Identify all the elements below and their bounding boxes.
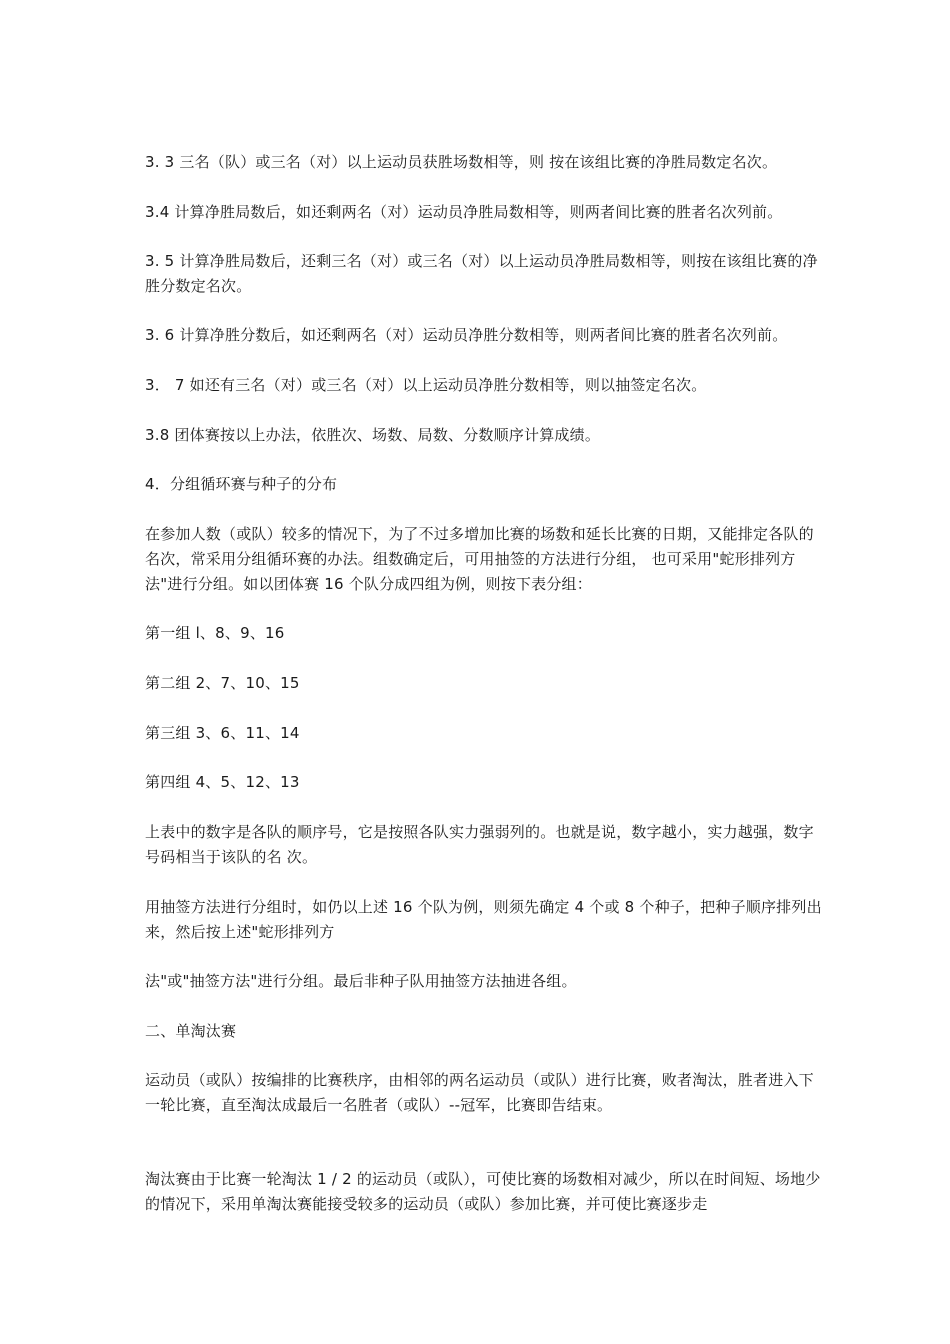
- paragraph-rule-3-3: 3. 3 三名（队）或三名（对）以上运动员获胜场数相等，则 按在该组比赛的净胜局数定名次。: [145, 153, 778, 171]
- group-4-line: 第四组 4、5、12、13: [145, 773, 300, 791]
- section-heading-single-elimination: 二、单淘汰赛: [145, 1022, 237, 1040]
- group-1-line: 第一组 l、8、9、16: [145, 624, 285, 642]
- paragraph-draw-method: 用抽签方法进行分组时，如仍以上述 16 个队为例，则须先确定 4 个或 8 个种子，把种子顺序排列出来，然后按上述"蛇形排列方: [145, 898, 822, 941]
- paragraph-numbering-explanation: 上表中的数字是各队的顺序号，它是按照各队实力强弱列的。也就是说，数字越小，实力越强，数字号码相当于该队的名 次。: [145, 823, 814, 866]
- paragraph-rule-3-7: 3． 7 如还有三名（对）或三名（对）以上运动员净胜分数相等，则以抽签定名次。: [145, 376, 707, 394]
- paragraph-rule-3-8: 3.8 团体赛按以上办法，依胜次、场数、局数、分数顺序计算成绩。: [145, 426, 601, 444]
- paragraph-rule-3-4: 3.4 计算净胜局数后，如还剩两名（对）运动员净胜局数相等，则两者间比赛的胜者名次列前。: [145, 203, 783, 221]
- paragraph-elimination-rules: 运动员（或队）按编排的比赛秩序，由相邻的两名运动员（或队）进行比赛，败者淘汰，胜者进入下一轮比赛，直至淘汰成最后一名胜者（或队）--冠军，比赛即告结束。: [145, 1071, 814, 1114]
- paragraph-elimination-advantages: 淘汰赛由于比赛一轮淘汰 1 / 2 的运动员（或队），可使比赛的场数相对减少，所以在时间短、场地少的情况下，采用单淘汰赛能接受较多的运动员（或队）参加比赛，并可使比赛逐步走: [145, 1170, 821, 1213]
- paragraph-rule-3-5: 3. 5 计算净胜局数后，还剩三名（对）或三名（对）以上运动员净胜局数相等，则按在该组比赛的净胜分数定名次。: [145, 252, 818, 295]
- group-2-line: 第二组 2、7、10、15: [145, 674, 300, 692]
- group-3-line: 第三组 3、6、11、14: [145, 724, 300, 742]
- paragraph-rule-3-6: 3. 6 计算净胜分数后，如还剩两名（对）运动员净胜分数相等，则两者间比赛的胜者名次列前。: [145, 326, 788, 344]
- paragraph-group-method: 在参加人数（或队）较多的情况下，为了不过多增加比赛的场数和延长比赛的日期，又能排定各队的名次，常采用分组循环赛的办法。组数确定后，可用抽签的方法进行分组， 也可采用"蛇形排列方法"进行分组。如以团体赛 16 个队分成四组为例，则按下表分组：: [145, 525, 814, 593]
- section-heading-group-round-robin: 4．分组循环赛与种子的分布: [145, 475, 338, 493]
- paragraph-draw-method-cont: 法"或"抽签方法"进行分组。最后非种子队用抽签方法抽进各组。: [145, 972, 577, 990]
